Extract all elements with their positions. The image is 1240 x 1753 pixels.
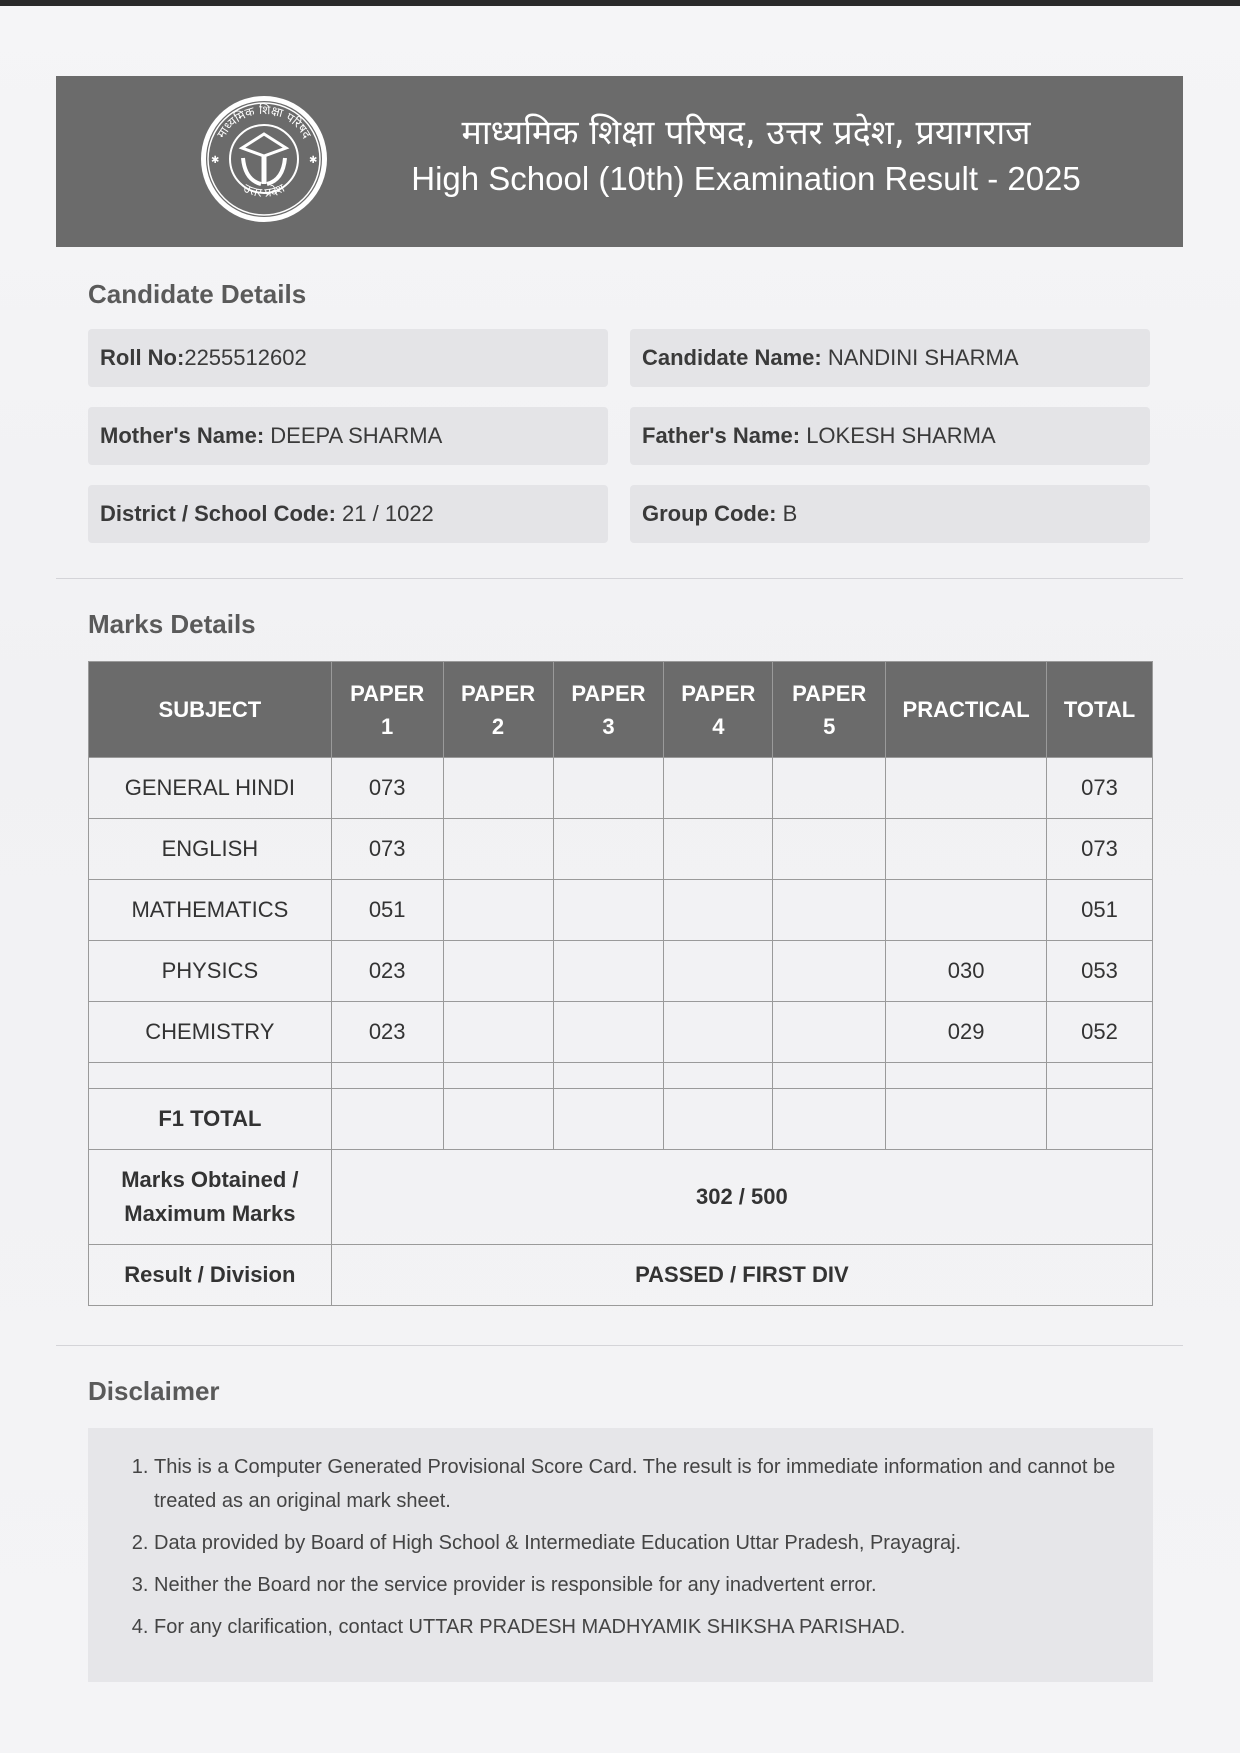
header-paper-5: PAPER 5	[773, 662, 886, 758]
f1-total-row	[89, 1089, 1153, 1150]
board-seal-icon	[197, 92, 331, 226]
result-division-row	[89, 1245, 1153, 1306]
subject-cell: ENGLISH	[89, 819, 332, 880]
header-paper-1: PAPER 1	[331, 662, 443, 758]
paper-2-cell	[443, 758, 553, 819]
svg-text:उत्तर प्रदेश: उत्तर प्रदेश	[241, 180, 287, 200]
paper-5-cell	[773, 819, 886, 880]
practical-cell	[886, 819, 1047, 880]
total-cell: 052	[1047, 1002, 1153, 1063]
board-name-hindi: माध्यमिक शिक्षा परिषद, उत्तर प्रदेश, प्रयागराज	[461, 113, 1031, 153]
section-divider	[56, 578, 1183, 579]
practical-cell	[886, 880, 1047, 941]
paper-1-cell: 023	[331, 1002, 443, 1063]
paper-3-cell	[553, 819, 664, 880]
district-school-code-label: District / School Code:	[100, 501, 336, 526]
total-cell: 073	[1047, 758, 1153, 819]
candidate-name-label: Candidate Name:	[642, 345, 822, 370]
list-item: 4. For any clarification, contact UTTAR PRADESH MADHYAMIK SHIKSHA PARISHAD.	[154, 1610, 1123, 1644]
header-paper-3: PAPER 3	[553, 662, 664, 758]
paper-4-cell	[664, 880, 773, 941]
paper-1-cell: 023	[331, 941, 443, 1002]
mother-name-field	[88, 407, 608, 465]
district-school-code-field	[88, 485, 608, 543]
list-item: 1. This is a Computer Generated Provisional Score Card. The result is for immediate information and cannot be treated as an original mark sheet.	[154, 1450, 1123, 1518]
practical-cell	[886, 758, 1047, 819]
father-name-label: Father's Name:	[642, 423, 801, 448]
result-division-label: Result / Division	[89, 1245, 332, 1306]
disclaimer-list	[134, 1450, 1123, 1644]
header-paper-4: PAPER 4	[664, 662, 773, 758]
paper-1-cell: 073	[331, 758, 443, 819]
table-row	[89, 819, 1153, 880]
marks-table-header	[89, 662, 1153, 758]
father-name-value: LOKESH SHARMA	[806, 423, 996, 448]
total-cell: 051	[1047, 880, 1153, 941]
result-division-value: PASSED / FIRST DIV	[331, 1245, 1152, 1306]
table-row	[89, 758, 1153, 819]
paper-3-cell	[553, 1002, 664, 1063]
paper-2-cell	[443, 880, 553, 941]
marks-table	[88, 661, 1153, 1306]
paper-4-cell	[664, 1002, 773, 1063]
header-subject: SUBJECT	[89, 662, 332, 758]
table-row	[89, 941, 1153, 1002]
practical-cell: 029	[886, 1002, 1047, 1063]
subject-cell: PHYSICS	[89, 941, 332, 1002]
disclaimer-heading: Disclaimer	[88, 1376, 220, 1406]
group-code-label: Group Code:	[642, 501, 777, 526]
svg-text:✱: ✱	[309, 155, 318, 166]
mother-name-label: Mother's Name:	[100, 423, 265, 448]
paper-3-cell	[553, 880, 664, 941]
paper-1-cell: 051	[331, 880, 443, 941]
father-name-field	[630, 407, 1150, 465]
group-code-value: B	[782, 501, 798, 526]
header-practical: PRACTICAL	[886, 662, 1047, 758]
table-spacer-row	[89, 1063, 1153, 1089]
roll-number-label: Roll No:	[100, 345, 185, 370]
marks-obtained-label: Marks Obtained / Maximum Marks	[89, 1150, 332, 1245]
candidate-name-value: NANDINI SHARMA	[827, 345, 1019, 370]
roll-number-field	[88, 329, 608, 387]
section-divider	[56, 1345, 1183, 1346]
paper-4-cell	[664, 941, 773, 1002]
table-row	[89, 880, 1153, 941]
paper-3-cell	[553, 758, 664, 819]
marks-obtained-value: 302 / 500	[331, 1150, 1152, 1245]
list-item: 3. Neither the Board nor the service provider is responsible for any inadvertent error.	[154, 1568, 1123, 1602]
svg-text:माध्यमिक शिक्षा परिषद: माध्यमिक शिक्षा परिषद	[214, 102, 315, 141]
paper-2-cell	[443, 1002, 553, 1063]
table-row	[89, 1002, 1153, 1063]
paper-4-cell	[664, 758, 773, 819]
disclaimer-box	[88, 1428, 1153, 1682]
paper-3-cell	[553, 941, 664, 1002]
total-cell: 053	[1047, 941, 1153, 1002]
practical-cell: 030	[886, 941, 1047, 1002]
svg-text:✱: ✱	[211, 155, 220, 166]
total-cell: 073	[1047, 819, 1153, 880]
header-total: TOTAL	[1047, 662, 1153, 758]
subject-cell: MATHEMATICS	[89, 880, 332, 941]
paper-2-cell	[443, 941, 553, 1002]
subject-cell: CHEMISTRY	[89, 1002, 332, 1063]
roll-number-value: 2255512602	[184, 345, 307, 370]
list-item: 2. Data provided by Board of High School & Intermediate Education Uttar Pradesh, Prayagraj.	[154, 1526, 1123, 1560]
paper-5-cell	[773, 758, 886, 819]
candidate-name-field	[630, 329, 1150, 387]
mother-name-value: DEEPA SHARMA	[270, 423, 443, 448]
marks-details-heading: Marks Details	[88, 609, 256, 639]
paper-5-cell	[773, 880, 886, 941]
paper-4-cell	[664, 819, 773, 880]
paper-5-cell	[773, 1002, 886, 1063]
header-paper-2: PAPER 2	[443, 662, 553, 758]
district-school-code-value: 21 / 1022	[342, 501, 434, 526]
f1-total-label: F1 TOTAL	[89, 1089, 332, 1150]
subject-cell: GENERAL HINDI	[89, 758, 332, 819]
header-banner	[56, 76, 1183, 247]
exam-result-title: High School (10th) Examination Result - 2025	[411, 160, 1081, 197]
paper-5-cell	[773, 941, 886, 1002]
paper-1-cell: 073	[331, 819, 443, 880]
candidate-details-heading: Candidate Details	[88, 279, 307, 309]
group-code-field	[630, 485, 1150, 543]
marks-obtained-row	[89, 1150, 1153, 1245]
paper-2-cell	[443, 819, 553, 880]
